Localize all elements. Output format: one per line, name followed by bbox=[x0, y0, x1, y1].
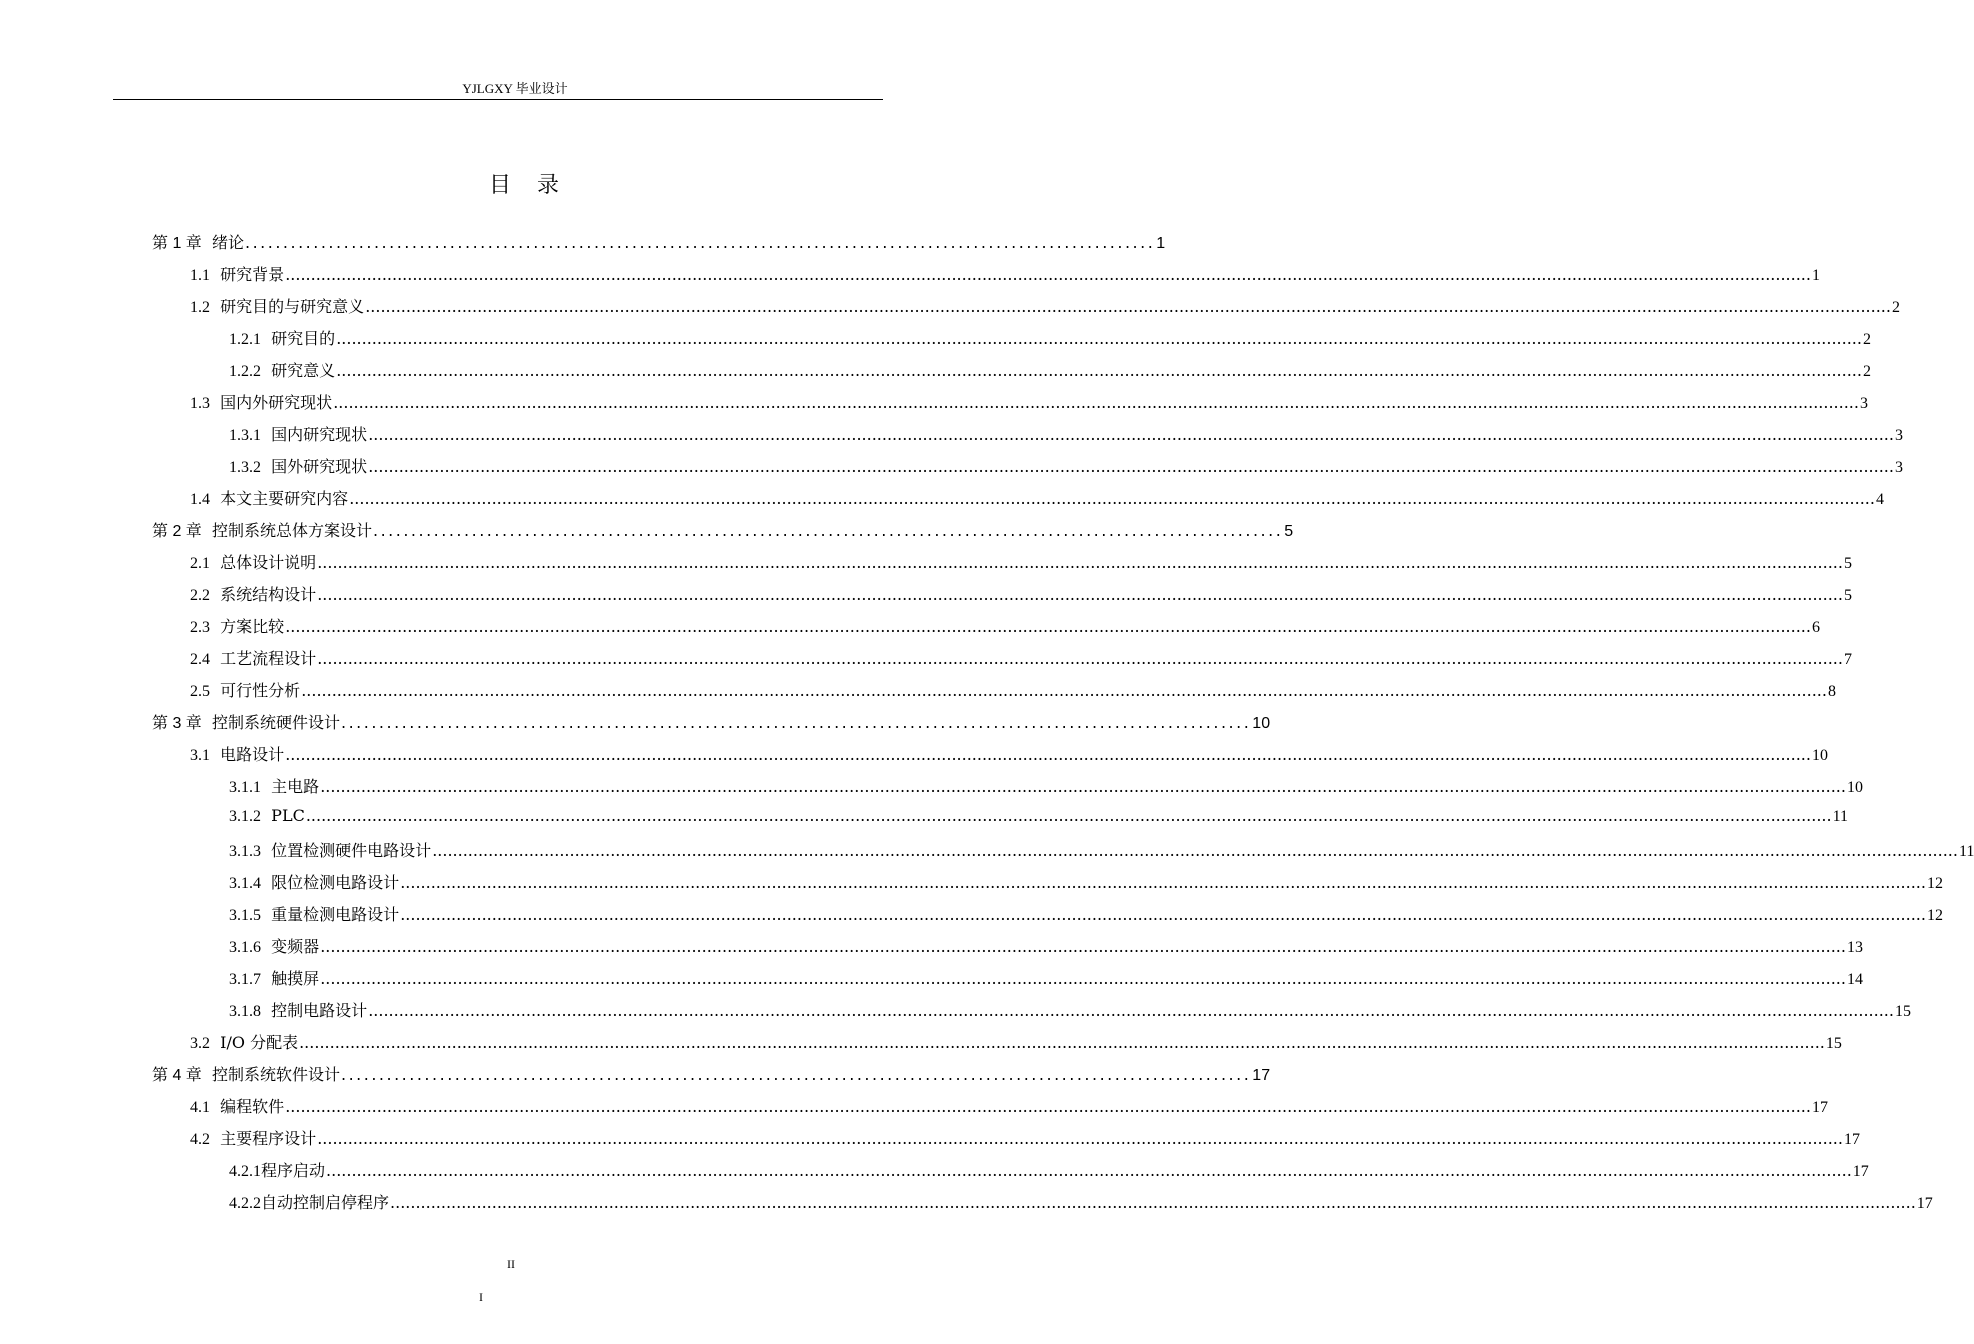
toc-entry-page: 3 bbox=[1894, 427, 1903, 444]
toc-entry-title: 方案比较 bbox=[220, 617, 285, 636]
toc-entry[interactable] bbox=[229, 806, 1848, 836]
toc-entry-title: 自动控制启停程序 bbox=[261, 1193, 390, 1212]
toc-entry[interactable] bbox=[190, 390, 1868, 420]
toc-dot-leader: ............................................................................................................................................................................................................................................................................................................ bbox=[336, 329, 1862, 348]
toc-entry-title: 控制电路设计 bbox=[271, 1001, 368, 1020]
toc-entry-label bbox=[229, 422, 367, 445]
toc-entry-page: 3 bbox=[1859, 395, 1868, 412]
toc-entry-label bbox=[229, 806, 305, 826]
toc-entry-label bbox=[152, 518, 372, 541]
toc-dot-leader: ............................................................................................................................................................................................................................................................................................................ bbox=[317, 649, 1843, 668]
toc-entry-page: 17 bbox=[1811, 1099, 1828, 1116]
toc-dot-leader: ............................................................................................................................................................................................................................................................................................................ bbox=[333, 393, 1859, 412]
toc-entry[interactable] bbox=[190, 294, 1900, 324]
toc-dot-leader: ........................................................................................................................ bbox=[244, 233, 1156, 252]
toc-entry[interactable] bbox=[190, 1126, 1860, 1156]
toc-entry[interactable] bbox=[229, 870, 1943, 900]
toc-entry-title: 国外研究现状 bbox=[271, 457, 368, 476]
toc-entry-label bbox=[229, 966, 319, 989]
toc-entry[interactable] bbox=[190, 582, 1852, 612]
toc-entry-page: 11 bbox=[1832, 808, 1848, 825]
toc-entry-label bbox=[229, 1158, 325, 1181]
toc-entry-number: 1.1 bbox=[190, 267, 210, 284]
toc-entry-label bbox=[229, 454, 367, 477]
toc-dot-leader: ............................................................................................................................................................................................................................................................................................................ bbox=[301, 681, 1827, 700]
toc-entry-page: 4 bbox=[1875, 491, 1884, 508]
toc-entry[interactable] bbox=[229, 326, 1871, 356]
toc-entry-label bbox=[229, 934, 319, 957]
toc-entry-page: 2 bbox=[1862, 331, 1871, 348]
toc-entry-number: 1.2.1 bbox=[229, 331, 261, 348]
toc-title bbox=[0, 168, 1048, 199]
toc-entry-page: 2 bbox=[1862, 363, 1871, 380]
toc-dot-leader: ............................................................................................................................................................................................................................................................................................................ bbox=[285, 265, 1811, 284]
toc-entry-page: 15 bbox=[1825, 1035, 1842, 1052]
toc-dot-leader: ........................................................................................................................ bbox=[340, 1065, 1252, 1084]
toc-entry-number: 4.2.1 bbox=[229, 1163, 261, 1180]
toc-entry-title: 绪论 bbox=[211, 233, 244, 252]
toc-entry[interactable] bbox=[190, 1030, 1842, 1060]
toc-dot-leader: ........................................................................................................................ bbox=[372, 521, 1284, 540]
toc-entry-page: 5 bbox=[1843, 555, 1852, 572]
toc-entry[interactable] bbox=[229, 966, 1863, 996]
toc-dot-leader: ............................................................................................................................................................................................................................................................................................................ bbox=[368, 425, 1894, 444]
toc-entry-page: 13 bbox=[1846, 939, 1863, 956]
toc-entry-number: 2.1 bbox=[190, 555, 210, 572]
toc-entry[interactable] bbox=[229, 358, 1871, 388]
toc-entry-label bbox=[229, 774, 319, 797]
toc-entry-label bbox=[190, 582, 316, 605]
toc-entry[interactable] bbox=[190, 678, 1836, 708]
toc-entry-number: 2.5 bbox=[190, 683, 210, 700]
toc-entry-number: 2.2 bbox=[190, 587, 210, 604]
toc-dot-leader: ............................................................................................................................................................................................................................................................................................................ bbox=[299, 1033, 1825, 1052]
toc-entry-number: 1.2.2 bbox=[229, 363, 261, 380]
toc-entry-number: 2.4 bbox=[190, 651, 210, 668]
toc-entry-number: 3.1.8 bbox=[229, 1003, 261, 1020]
toc-dot-leader: ............................................................................................................................................................................................................................................................................................................ bbox=[317, 553, 1843, 572]
toc-entry-number: 1.2 bbox=[190, 299, 210, 316]
toc-entry[interactable] bbox=[190, 646, 1852, 676]
toc-entry-label bbox=[152, 230, 244, 253]
toc-entry-page: 6 bbox=[1811, 619, 1820, 636]
toc-dot-leader: ............................................................................................................................................................................................................................................................................................................ bbox=[320, 937, 1846, 956]
toc-dot-leader: ............................................................................................................................................................................................................................................................................................................ bbox=[390, 1193, 1916, 1212]
toc-entry-title: 研究目的 bbox=[271, 329, 336, 348]
toc-entry-page: 1 bbox=[1811, 267, 1820, 284]
toc-entry-label bbox=[229, 358, 335, 381]
toc-entry-title: 位置检测硬件电路设计 bbox=[271, 841, 432, 860]
toc-dot-leader: ............................................................................................................................................................................................................................................................................................................ bbox=[320, 969, 1846, 988]
toc-entry-page: 17 bbox=[1252, 1067, 1271, 1084]
toc-entry-number: 3.1.7 bbox=[229, 971, 261, 988]
toc-entry[interactable] bbox=[190, 550, 1852, 580]
toc-entry-page: 1 bbox=[1156, 235, 1166, 252]
toc-entry-title: 国内外研究现状 bbox=[220, 393, 333, 412]
toc-dot-leader: ............................................................................................................................................................................................................................................................................................................ bbox=[349, 489, 1875, 508]
toc-entry-page: 17 bbox=[1852, 1163, 1869, 1180]
header-divider bbox=[113, 99, 883, 100]
toc-entry-number: 2.3 bbox=[190, 619, 210, 636]
toc-dot-leader: ............................................................................................................................................................................................................................................................................................................ bbox=[368, 1001, 1894, 1020]
toc-entry-page: 10 bbox=[1811, 747, 1828, 764]
toc-entry-label bbox=[190, 1094, 284, 1117]
toc-entry-title: 触摸屏 bbox=[271, 969, 320, 988]
toc-entry-title: 编程软件 bbox=[220, 1097, 285, 1116]
toc-entry-page: 8 bbox=[1827, 683, 1836, 700]
toc-entry-page: 10 bbox=[1846, 779, 1863, 796]
toc-entry-label bbox=[190, 1030, 298, 1053]
toc-entry-number: 4.2 bbox=[190, 1131, 210, 1148]
toc-entry-label bbox=[190, 646, 316, 669]
toc-entry[interactable] bbox=[190, 1094, 1828, 1124]
toc-dot-leader: ............................................................................................................................................................................................................................................................................................................ bbox=[400, 873, 1926, 892]
toc-entry-title: 工艺流程设计 bbox=[220, 649, 317, 668]
toc-entry-title: 研究目的与研究意义 bbox=[220, 297, 365, 316]
toc-entry-page: 15 bbox=[1894, 1003, 1911, 1020]
toc-entry-label bbox=[229, 870, 399, 893]
toc-entry-page: 5 bbox=[1284, 523, 1294, 540]
toc-entry-title: 程序启动 bbox=[261, 1161, 326, 1180]
toc-dot-leader: ............................................................................................................................................................................................................................................................................................................ bbox=[285, 745, 1811, 764]
toc-entry-number: 第 4 章 bbox=[152, 1067, 202, 1084]
toc-entry-number: 3.1.5 bbox=[229, 907, 261, 924]
toc-entry[interactable] bbox=[152, 518, 1294, 548]
toc-entry-title: PLC bbox=[271, 806, 305, 825]
toc-entry-number: 3.1.6 bbox=[229, 939, 261, 956]
toc-dot-leader: ........................................................................................................................ bbox=[340, 713, 1252, 732]
toc-title-char-2: 录 bbox=[537, 173, 560, 198]
toc-entry-title: 电路设计 bbox=[220, 745, 285, 764]
toc-entry-title: 研究背景 bbox=[220, 265, 285, 284]
toc-entry-page: 7 bbox=[1843, 651, 1852, 668]
page-header-text: YJLGXY 毕业设计 bbox=[462, 81, 568, 96]
toc-entry-label bbox=[190, 678, 300, 701]
toc-dot-leader: ............................................................................................................................................................................................................................................................................................................ bbox=[285, 1097, 1811, 1116]
toc-entry[interactable] bbox=[152, 710, 1271, 740]
toc-entry[interactable] bbox=[229, 774, 1863, 804]
toc-entry-number: 3.1.4 bbox=[229, 875, 261, 892]
toc-entry-title: 本文主要研究内容 bbox=[220, 489, 349, 508]
toc-dot-leader: ............................................................................................................................................................................................................................................................................................................ bbox=[400, 905, 1926, 924]
toc-entry-title: 主要程序设计 bbox=[220, 1129, 317, 1148]
toc-entry-number: 3.1.3 bbox=[229, 843, 261, 860]
toc-entry-page: 11 bbox=[1958, 843, 1974, 860]
toc-dot-leader: ............................................................................................................................................................................................................................................................................................................ bbox=[317, 1129, 1843, 1148]
toc-entry-title: 研究意义 bbox=[271, 361, 336, 380]
toc-dot-leader: ............................................................................................................................................................................................................................................................................................................ bbox=[320, 777, 1846, 796]
toc-entry-label bbox=[190, 486, 348, 509]
toc-entry[interactable] bbox=[152, 1062, 1271, 1092]
toc-entry-number: 1.3.1 bbox=[229, 427, 261, 444]
toc-entry-title: 控制系统总体方案设计 bbox=[211, 521, 372, 540]
toc-entry-number: 1.4 bbox=[190, 491, 210, 508]
toc-entry-title: 限位检测电路设计 bbox=[271, 873, 400, 892]
toc-entry-number: 1.3 bbox=[190, 395, 210, 412]
toc-entry-number: 3.2 bbox=[190, 1035, 210, 1052]
toc-entry-page: 17 bbox=[1916, 1195, 1933, 1212]
toc-title-char-1: 目 bbox=[488, 173, 511, 198]
toc-entry[interactable] bbox=[229, 422, 1903, 452]
toc-entry-label bbox=[190, 550, 316, 573]
toc-entry-label bbox=[152, 710, 340, 733]
toc-entry-title: 总体设计说明 bbox=[220, 553, 317, 572]
toc-entry[interactable] bbox=[190, 262, 1820, 292]
toc-entry-number: 1.3.2 bbox=[229, 459, 261, 476]
toc-dot-leader: ............................................................................................................................................................................................................................................................................................................ bbox=[432, 841, 1958, 860]
toc-entry-page: 3 bbox=[1894, 459, 1903, 476]
toc-entry-title: 系统结构设计 bbox=[220, 585, 317, 604]
toc-entry[interactable] bbox=[152, 230, 1166, 260]
toc-entry-label bbox=[229, 902, 399, 925]
toc-dot-leader: ............................................................................................................................................................................................................................................................................................................ bbox=[365, 297, 1891, 316]
toc-entry-page: 2 bbox=[1891, 299, 1900, 316]
toc-entry[interactable] bbox=[190, 486, 1884, 516]
toc-entry-title: I/O 分配表 bbox=[220, 1033, 299, 1052]
toc-entry-label bbox=[190, 1126, 316, 1149]
toc-entry-number: 3.1.1 bbox=[229, 779, 261, 796]
toc-entry-label bbox=[190, 390, 332, 413]
toc-entry-label bbox=[190, 614, 284, 637]
toc-entry-label bbox=[229, 1190, 389, 1213]
toc-entry[interactable] bbox=[229, 902, 1943, 932]
toc-dot-leader: ............................................................................................................................................................................................................................................................................................................ bbox=[285, 617, 1811, 636]
toc-entry[interactable] bbox=[190, 742, 1828, 772]
toc-entry-title: 控制系统软件设计 bbox=[211, 1065, 340, 1084]
toc-dot-leader: ............................................................................................................................................................................................................................................................................................................ bbox=[305, 806, 1832, 825]
page-number-secondary: I bbox=[479, 1290, 483, 1304]
toc-entry-number: 4.1 bbox=[190, 1099, 210, 1116]
toc-entry-number: 第 1 章 bbox=[152, 235, 202, 252]
toc-dot-leader: ............................................................................................................................................................................................................................................................................................................ bbox=[336, 361, 1862, 380]
toc-entry-label bbox=[190, 742, 284, 765]
toc-entry-number: 3.1 bbox=[190, 747, 210, 764]
toc-entry-title: 控制系统硬件设计 bbox=[211, 713, 340, 732]
toc-entry-page: 14 bbox=[1846, 971, 1863, 988]
toc-entry-number: 3.1.2 bbox=[229, 808, 261, 825]
toc-entry-title: 变频器 bbox=[271, 937, 320, 956]
toc-entry-page: 12 bbox=[1926, 875, 1943, 892]
toc-entry-title: 重量检测电路设计 bbox=[271, 905, 400, 924]
toc-entry-page: 17 bbox=[1843, 1131, 1860, 1148]
toc-entry-label bbox=[190, 262, 284, 285]
toc-entry-label bbox=[152, 1062, 340, 1085]
toc-entry-number: 第 3 章 bbox=[152, 715, 202, 732]
toc-entry[interactable] bbox=[229, 934, 1863, 964]
toc-entry-title: 主电路 bbox=[271, 777, 320, 796]
toc-entry-label bbox=[229, 838, 431, 861]
toc-entry-label bbox=[229, 998, 367, 1021]
toc-entry[interactable] bbox=[229, 1158, 1869, 1188]
toc-entry-label bbox=[229, 326, 335, 349]
toc-entry[interactable] bbox=[229, 1190, 1933, 1220]
toc-dot-leader: ............................................................................................................................................................................................................................................................................................................ bbox=[326, 1161, 1852, 1180]
toc-entry-title: 可行性分析 bbox=[220, 681, 301, 700]
toc-entry-page: 5 bbox=[1843, 587, 1852, 604]
toc-entry[interactable] bbox=[229, 998, 1911, 1028]
toc-entry[interactable] bbox=[229, 838, 1974, 868]
toc-dot-leader: ............................................................................................................................................................................................................................................................................................................ bbox=[317, 585, 1843, 604]
toc-entry-label bbox=[190, 294, 364, 317]
toc-entry-number: 4.2.2 bbox=[229, 1195, 261, 1212]
toc-entry-title: 国内研究现状 bbox=[271, 425, 368, 444]
toc-entry-page: 10 bbox=[1252, 715, 1271, 732]
toc-entry[interactable] bbox=[229, 454, 1903, 484]
toc-entry[interactable] bbox=[190, 614, 1820, 644]
toc-entry-number: 第 2 章 bbox=[152, 523, 202, 540]
page-number-roman: II bbox=[507, 1257, 515, 1271]
toc-dot-leader: ............................................................................................................................................................................................................................................................................................................ bbox=[368, 457, 1894, 476]
toc-entry-page: 12 bbox=[1926, 907, 1943, 924]
